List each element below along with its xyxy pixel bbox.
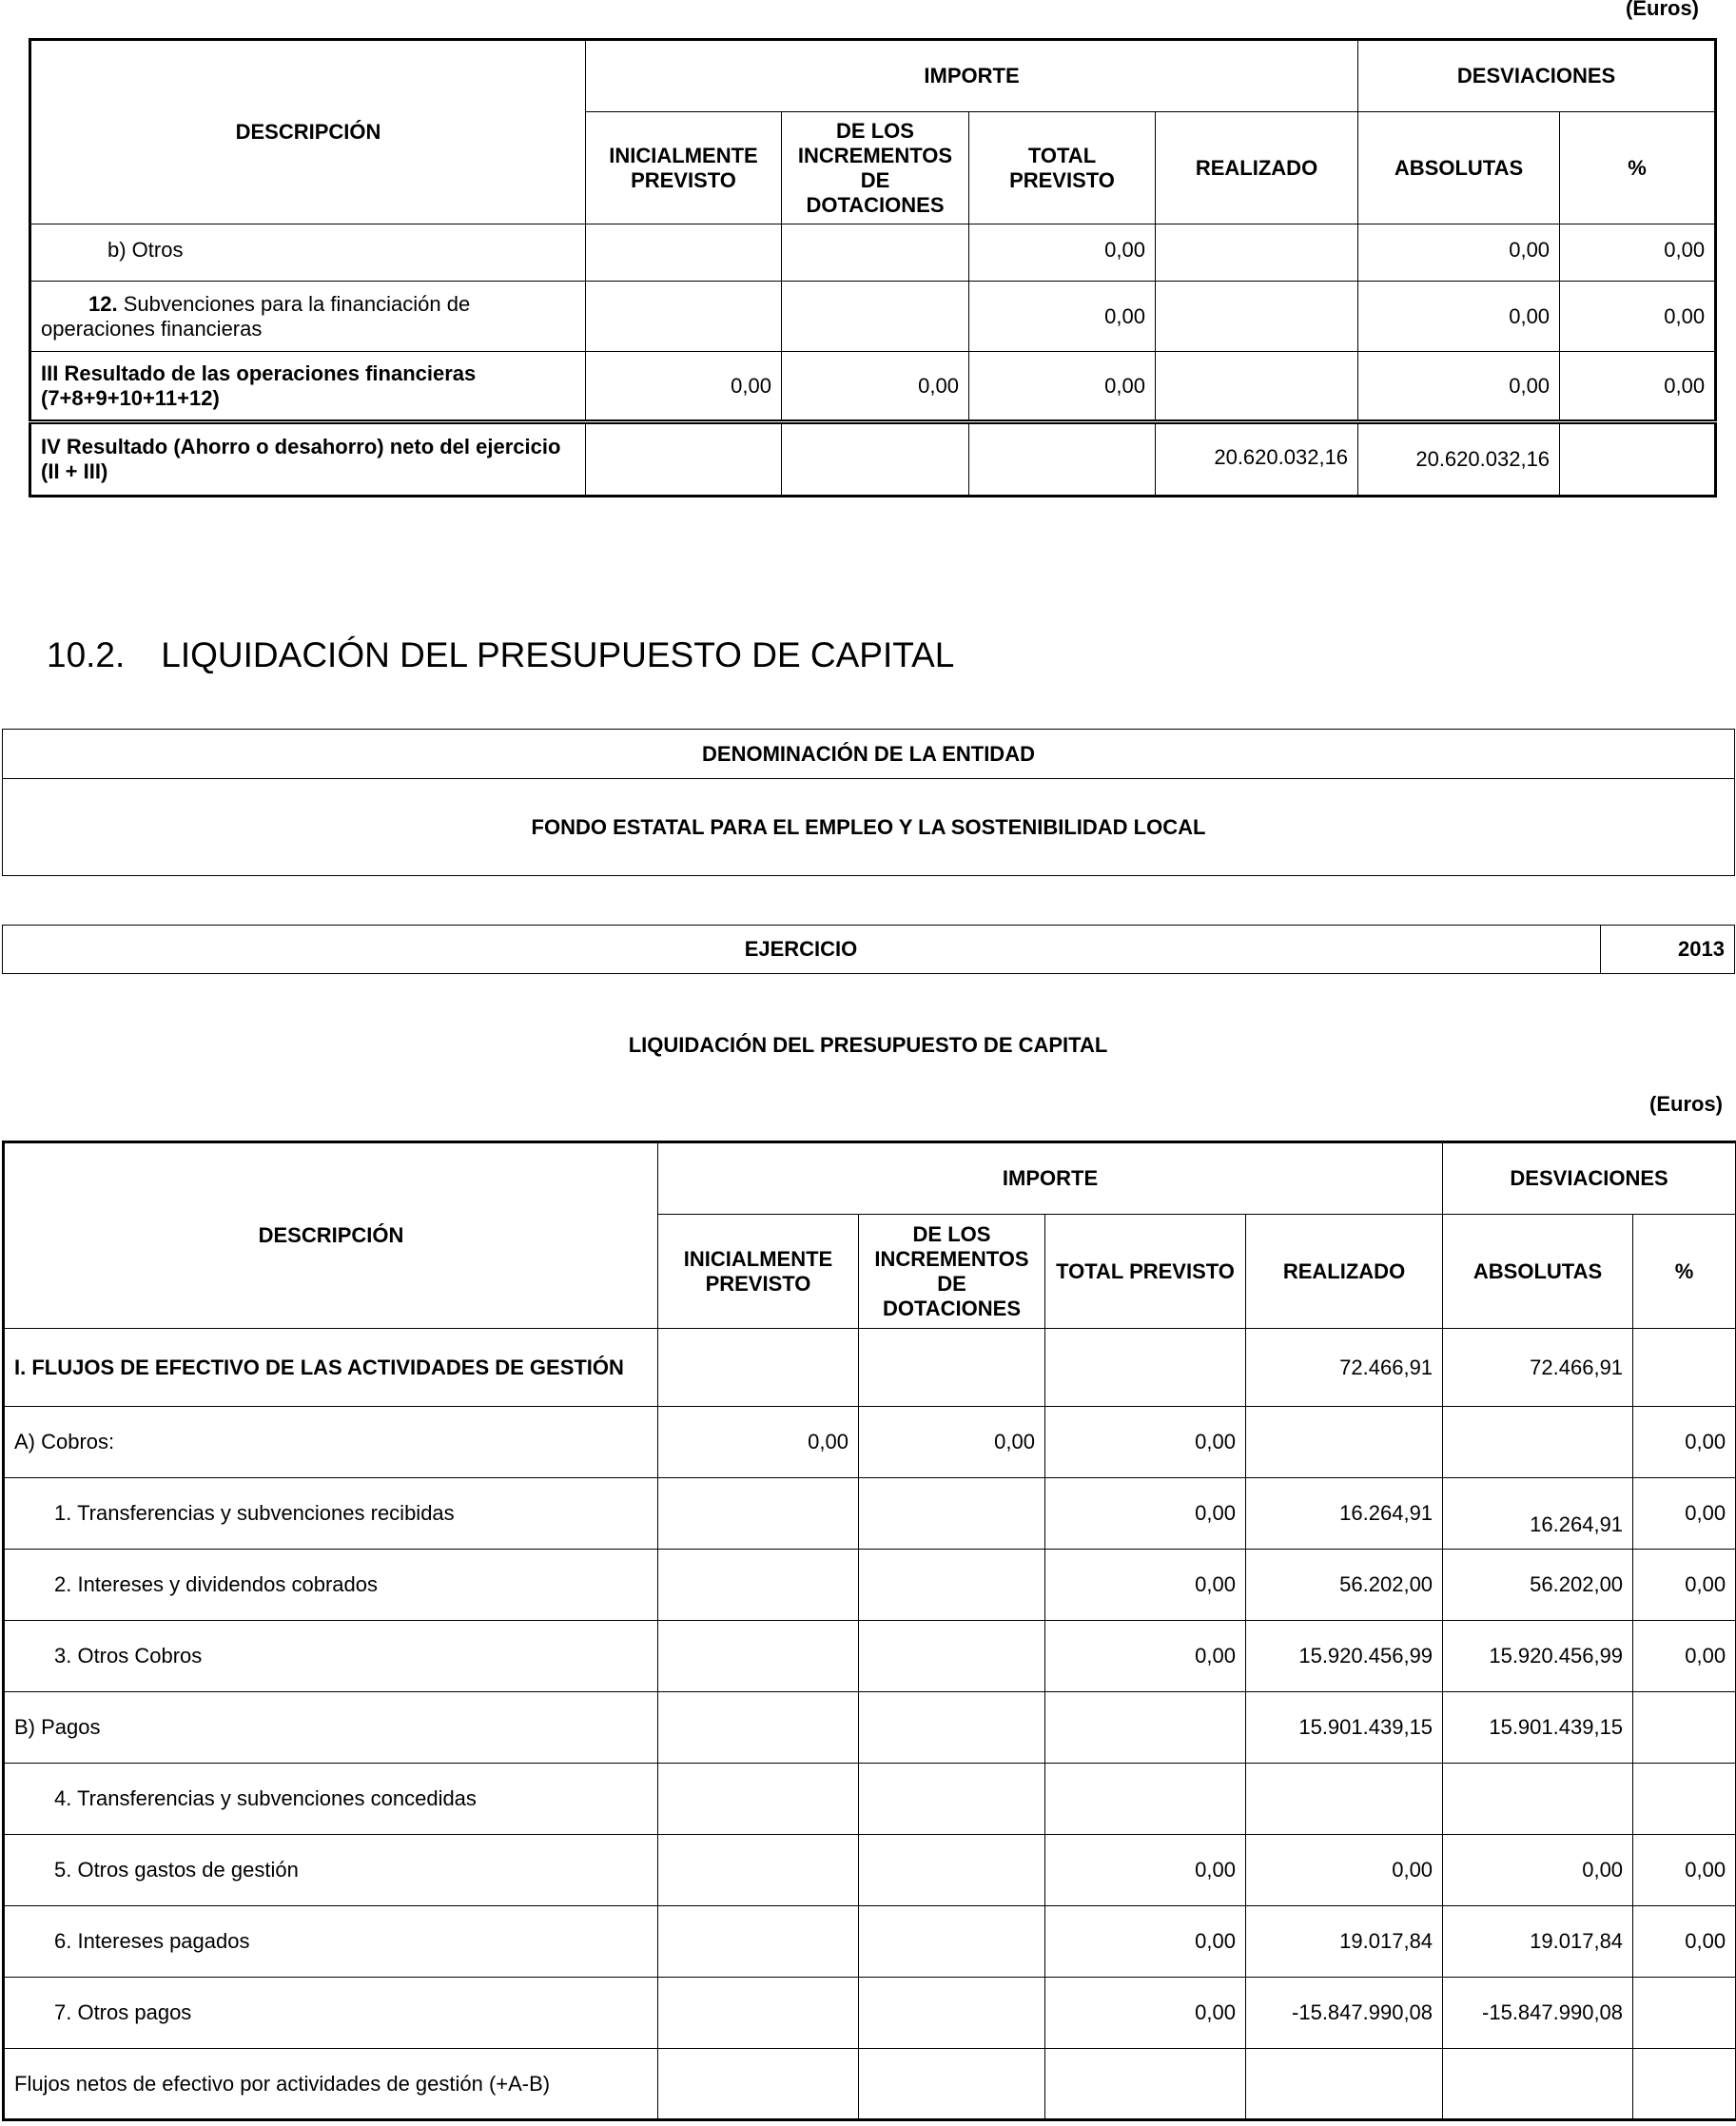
cell-inicialmente-previsto [586, 282, 782, 352]
cell-incrementos [859, 1478, 1045, 1550]
cell-absolutas: 19.017,84 [1443, 1906, 1633, 1978]
cell-pct: 0,00 [1560, 352, 1716, 422]
table1-currency-label: (Euros) [1626, 0, 1699, 20]
t1-header-pct: % [1560, 112, 1716, 224]
row-description: 4. Transferencias y subvenciones concedidas [4, 1764, 658, 1835]
cell-incrementos [859, 1329, 1045, 1407]
cell-realizado: 16.264,91 [1246, 1478, 1443, 1550]
cell-total-previsto: 0,00 [1045, 1621, 1246, 1692]
cell-pct: 0,00 [1633, 1407, 1736, 1478]
cell-total-previsto: 0,00 [1045, 1906, 1246, 1978]
row-description: 2. Intereses y dividendos cobrados [4, 1550, 658, 1621]
cell-absolutas: 15.920.456,99 [1443, 1621, 1633, 1692]
table-row [4, 1692, 1736, 1764]
ejercicio-label: EJERCICIO [744, 937, 858, 961]
cell-realizado: 72.466,91 [1246, 1329, 1443, 1407]
table-row [30, 352, 1716, 422]
cell-absolutas [1443, 1407, 1633, 1478]
t1-header-desviaciones: DESVIACIONES [1358, 40, 1716, 112]
cell-absolutas: 15.901.439,15 [1443, 1692, 1633, 1764]
cell-pct: 0,00 [1560, 282, 1716, 352]
cell-absolutas [1443, 1764, 1633, 1835]
table-row [4, 1764, 1736, 1835]
row-description: 5. Otros gastos de gestión [4, 1835, 658, 1906]
cell-pct: 0,00 [1633, 1906, 1736, 1978]
section-title: LIQUIDACIÓN DEL PRESUPUESTO DE CAPITAL [161, 635, 955, 674]
ejercicio-box [2, 925, 1735, 974]
table-row [4, 1478, 1736, 1550]
t1-header-total-previsto: TOTAL PREVISTO [969, 112, 1156, 224]
table-row [30, 224, 1716, 282]
t1-header-importe: IMPORTE [586, 40, 1358, 112]
cell-absolutas [1443, 2049, 1633, 2120]
table-row [4, 1329, 1736, 1407]
t2-header-descripcion: DESCRIPCIÓN [4, 1142, 658, 1329]
t2-header-desviaciones: DESVIACIONES [1443, 1142, 1736, 1215]
row-description: B) Pagos [4, 1692, 658, 1764]
cell-realizado [1156, 224, 1358, 282]
cell-incrementos [859, 1692, 1045, 1764]
cell-inicialmente-previsto: 0,00 [658, 1407, 859, 1478]
cell-realizado [1156, 352, 1358, 422]
cell-total-previsto [969, 422, 1156, 497]
cell-incrementos [859, 1978, 1045, 2049]
cell-inicialmente-previsto [658, 1550, 859, 1621]
cell-inicialmente-previsto [658, 1906, 859, 1978]
cell-absolutas: 20.620.032,16 [1358, 422, 1560, 497]
row-description: Flujos netos de efectivo por actividades de gestión (+A-B) [4, 2049, 658, 2120]
cell-pct [1633, 1764, 1736, 1835]
row-number: 12. [88, 291, 118, 316]
cell-realizado: 0,00 [1246, 1835, 1443, 1906]
cell-realizado [1156, 282, 1358, 352]
table-row [4, 1407, 1736, 1478]
cell-absolutas: 16.264,91 [1443, 1478, 1633, 1550]
cell-pct: 0,00 [1560, 224, 1716, 282]
t1-header-descripcion: DESCRIPCIÓN [30, 40, 586, 224]
cell-absolutas: 0,00 [1358, 352, 1560, 422]
entity-box [2, 729, 1735, 876]
cell-inicialmente-previsto [586, 422, 782, 497]
cell-total-previsto [1045, 2049, 1246, 2120]
cell-realizado: 56.202,00 [1246, 1550, 1443, 1621]
cell-total-previsto: 0,00 [969, 352, 1156, 422]
cell-inicialmente-previsto [658, 1621, 859, 1692]
cell-realizado: 19.017,84 [1246, 1906, 1443, 1978]
cell-realizado [1246, 1407, 1443, 1478]
table-row [4, 1621, 1736, 1692]
table-row [4, 1550, 1736, 1621]
section-heading [47, 635, 954, 675]
cell-incrementos [859, 1550, 1045, 1621]
cell-total-previsto [1045, 1764, 1246, 1835]
cell-total-previsto [1045, 1329, 1246, 1407]
row-description: I. FLUJOS DE EFECTIVO DE LAS ACTIVIDADES DE GESTIÓN [4, 1329, 658, 1407]
cell-incrementos [859, 1764, 1045, 1835]
t2-header-total-previsto: TOTAL PREVISTO [1045, 1215, 1246, 1329]
table-row [30, 422, 1716, 497]
t1-header-realizado: REALIZADO [1156, 112, 1358, 224]
table-row [30, 282, 1716, 352]
row-description-text: Subvenciones para la financiación de operaciones financieras [41, 291, 471, 341]
row-description: A) Cobros: [4, 1407, 658, 1478]
cell-realizado [1246, 2049, 1443, 2120]
cell-total-previsto: 0,00 [1045, 1978, 1246, 2049]
cell-total-previsto: 0,00 [1045, 1407, 1246, 1478]
cell-total-previsto [1045, 1692, 1246, 1764]
cell-pct: 0,00 [1633, 1478, 1736, 1550]
cell-incrementos [782, 224, 969, 282]
cell-inicialmente-previsto [586, 224, 782, 282]
entity-label: DENOMINACIÓN DE LA ENTIDAD [3, 730, 1734, 779]
cell-inicialmente-previsto [658, 1835, 859, 1906]
cell-pct [1633, 1329, 1736, 1407]
cell-incrementos [859, 1906, 1045, 1978]
cell-absolutas: 0,00 [1358, 224, 1560, 282]
cell-realizado [1246, 1764, 1443, 1835]
entity-name: FONDO ESTATAL PARA EL EMPLEO Y LA SOSTENIBILIDAD LOCAL [531, 815, 1206, 839]
cell-total-previsto: 0,00 [1045, 1478, 1246, 1550]
cell-inicialmente-previsto [658, 1478, 859, 1550]
cell-absolutas: -15.847.990,08 [1443, 1978, 1633, 2049]
table-row [4, 2049, 1736, 2120]
section-number: 10.2. [47, 635, 126, 674]
row-description: b) Otros [30, 224, 586, 282]
t1-header-incrementos: DE LOS INCREMENTOS DE DOTACIONES [782, 112, 969, 224]
table-row [4, 1835, 1736, 1906]
row-description: 6. Intereses pagados [4, 1906, 658, 1978]
cell-inicialmente-previsto [658, 2049, 859, 2120]
cell-pct: 0,00 [1633, 1835, 1736, 1906]
t2-header-pct: % [1633, 1215, 1736, 1329]
t2-header-incrementos: DE LOS INCREMENTOS DE DOTACIONES [859, 1215, 1045, 1329]
cell-absolutas: 0,00 [1358, 282, 1560, 352]
cell-inicialmente-previsto [658, 1764, 859, 1835]
row-description [30, 282, 586, 352]
t1-header-inicialmente-previsto: INICIALMENTE PREVISTO [586, 112, 782, 224]
row-description: 7. Otros pagos [4, 1978, 658, 2049]
table2-currency-label: (Euros) [1649, 1092, 1723, 1116]
cell-pct [1633, 2049, 1736, 2120]
cell-inicialmente-previsto [658, 1978, 859, 2049]
table2-title: LIQUIDACIÓN DEL PRESUPUESTO DE CAPITAL [628, 1033, 1108, 1057]
cell-absolutas: 56.202,00 [1443, 1550, 1633, 1621]
cell-absolutas: 72.466,91 [1443, 1329, 1633, 1407]
row-description: III Resultado de las operaciones financieras (7+8+9+10+11+12) [30, 352, 586, 422]
cell-total-previsto: 0,00 [969, 282, 1156, 352]
t2-header-absolutas: ABSOLUTAS [1443, 1215, 1633, 1329]
cell-realizado: 15.920.456,99 [1246, 1621, 1443, 1692]
cell-total-previsto: 0,00 [969, 224, 1156, 282]
table2-capital [2, 1141, 1736, 2121]
row-description: 1. Transferencias y subvenciones recibidas [4, 1478, 658, 1550]
table-row [4, 1978, 1736, 2049]
cell-incrementos [859, 1835, 1045, 1906]
cell-incrementos [859, 1621, 1045, 1692]
cell-incrementos: 0,00 [782, 352, 969, 422]
cell-incrementos [859, 2049, 1045, 2120]
t1-header-absolutas: ABSOLUTAS [1358, 112, 1560, 224]
cell-realizado: -15.847.990,08 [1246, 1978, 1443, 2049]
cell-pct: 0,00 [1633, 1621, 1736, 1692]
cell-pct: 0,00 [1633, 1550, 1736, 1621]
cell-absolutas: 0,00 [1443, 1835, 1633, 1906]
row-description: 3. Otros Cobros [4, 1621, 658, 1692]
cell-inicialmente-previsto [658, 1329, 859, 1407]
cell-pct [1633, 1692, 1736, 1764]
table-row [4, 1906, 1736, 1978]
cell-incrementos [782, 282, 969, 352]
cell-total-previsto: 0,00 [1045, 1835, 1246, 1906]
t2-header-realizado: REALIZADO [1246, 1215, 1443, 1329]
cell-pct [1560, 422, 1716, 497]
ejercicio-year: 2013 [1678, 937, 1725, 961]
cell-inicialmente-previsto: 0,00 [586, 352, 782, 422]
table1-results [29, 38, 1717, 497]
cell-incrementos [782, 422, 969, 497]
cell-incrementos: 0,00 [859, 1407, 1045, 1478]
cell-realizado: 15.901.439,15 [1246, 1692, 1443, 1764]
cell-pct [1633, 1978, 1736, 2049]
cell-total-previsto: 0,00 [1045, 1550, 1246, 1621]
t2-header-importe: IMPORTE [658, 1142, 1443, 1215]
row-description: IV Resultado (Ahorro o desahorro) neto del ejercicio (II + III) [30, 422, 586, 497]
t2-header-inicialmente-previsto: INICIALMENTE PREVISTO [658, 1215, 859, 1329]
cell-realizado: 20.620.032,16 [1156, 422, 1358, 497]
cell-inicialmente-previsto [658, 1692, 859, 1764]
